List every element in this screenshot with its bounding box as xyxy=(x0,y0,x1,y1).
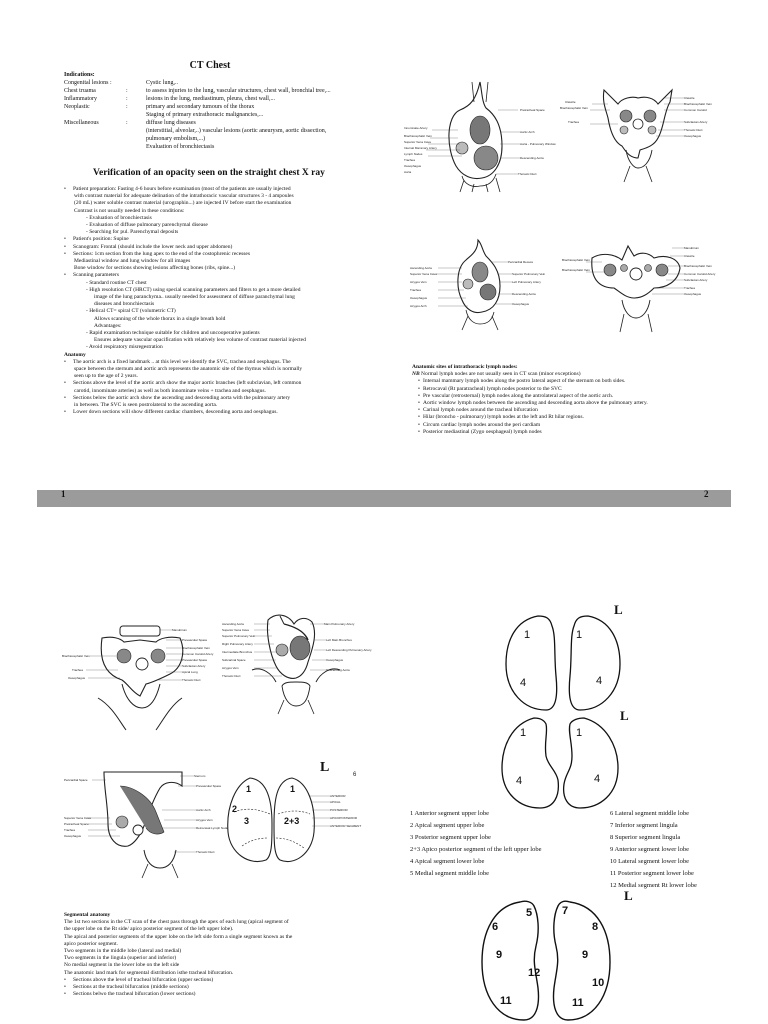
text-line: - Avoid respiratory misregestration xyxy=(86,344,163,351)
indication-row xyxy=(64,87,374,95)
indication-category: Miscellaneous xyxy=(64,120,99,126)
diagram-label: Superior Pulmonary Vein xyxy=(222,634,256,638)
diagram-label: Oesophagus xyxy=(684,134,702,138)
diagram-label: Brachiocephalic Vein xyxy=(560,106,588,110)
indication-line: Cystic lung,.. xyxy=(146,80,179,86)
indication-row xyxy=(64,95,374,103)
diagram-label: Common Carotid Artery xyxy=(182,652,214,656)
lymph-item: • Posterior mediastinal (Zygo oesphageal) lymph nodes xyxy=(418,429,732,436)
verification-heading: Verification of an opacity seen on the straight chest X ray xyxy=(93,168,325,178)
bullet-glyph: • xyxy=(64,243,66,250)
diagram-label: Brachiocephalic Vein xyxy=(62,654,90,658)
diagram-label: Superior Vena Cava xyxy=(404,140,431,144)
indication-category: Chest truama xyxy=(64,88,96,94)
bullet-line: Patient's position: Supine • xyxy=(64,236,129,243)
diagram-label: Azygos Vein xyxy=(196,818,213,822)
text-line: The anatomic land mark for segmental distribution isthe tracheal bifurcation. xyxy=(64,969,234,976)
bullet-glyph: • xyxy=(64,186,66,192)
bullet-line: Sections: 1cm section from the lung apex to the end of the costophrenic recesses • xyxy=(64,250,251,257)
text-line: - Evaluation of diffuse pulmonary parenchymal disease xyxy=(86,222,208,229)
diagram-label: Thoracic Duct xyxy=(684,128,703,132)
lymph-heading: Anatomic sites of intrathoracic lymph nodes: xyxy=(412,364,518,370)
text-line: space between the sternum and aortic arch represents the anatomic site of the thymus which is normally xyxy=(74,366,303,373)
segment-number: 4 xyxy=(596,675,603,687)
diagram-label: Descending Aorta xyxy=(326,668,350,672)
lung-segment-diagram-upper xyxy=(220,762,370,872)
segment-legend-item: 1 Anterior segment upper lobe xyxy=(410,810,490,817)
diagram-label: Oesophagus xyxy=(404,164,422,168)
indication-row xyxy=(64,119,374,151)
text-line: The 1st two sections in the CT scan of the chest pass through the apex of each lung (apical segment of xyxy=(64,919,289,926)
indication-text xyxy=(146,103,374,119)
diagram-label: Superior Vena Cava xyxy=(410,272,437,276)
lymph-item: • Retrocaval (Rt paratracheal) lymph nodes posterior to the SVC xyxy=(418,386,732,393)
diagram-label: ANTERIOR xyxy=(330,794,346,798)
diagram-label: Clavicle xyxy=(565,100,576,104)
text-line: apico posterior segment. xyxy=(64,940,118,947)
segment-legend-item: 2+3 Apico posterior segment of the left upper lobe xyxy=(410,846,542,853)
text-line: Advantages: xyxy=(94,322,122,329)
lymph-item: • Carinal lymph nodes around the tracheal bifurcation xyxy=(418,407,732,414)
indication-category: Inflammatory xyxy=(64,96,97,102)
diagram-label: Apical Lung xyxy=(182,670,198,674)
segment-number: 12 xyxy=(528,967,541,979)
diagram-label: Thoracic Duct xyxy=(222,674,241,678)
anatomy-diagram-carina-level xyxy=(222,610,372,718)
bullet-glyph: • xyxy=(64,991,66,998)
corner-mark: 6 xyxy=(353,772,357,778)
diagram-label: Clavicle xyxy=(684,254,695,258)
text-line: - Helical CT= spiral CT (volumetric CT) xyxy=(86,308,176,315)
diagram-label: Brachiocephalic Vein xyxy=(562,258,590,262)
diagram-label: Azygos Vein xyxy=(410,280,427,284)
indication-separator: : xyxy=(126,104,128,110)
segment-number: 4 xyxy=(516,775,523,787)
lung-segment-diagram-2 xyxy=(494,712,634,812)
lung-segment-diagram-3 xyxy=(474,896,624,1024)
diagram-label: Main Pulmonary Artery xyxy=(324,622,355,626)
segment-legend-item: 2 Apical segment upper lobe xyxy=(410,822,485,829)
diagram-label: Prevascular Space xyxy=(182,658,208,662)
diagram-label: Aorta - Pulmonary Window xyxy=(520,142,556,146)
text-line: (20 mL) water soluble contrast material (urographin...) are injected IV before start the examination xyxy=(74,200,292,207)
bullet-glyph: • xyxy=(64,250,66,257)
indication-row xyxy=(64,79,374,87)
segment-number: 2+3 xyxy=(284,816,300,826)
anatomy-diagram-manubrium-level xyxy=(62,622,228,730)
diagram-label: Ascending Aorta xyxy=(222,622,244,626)
nb-text: Normal lymph nodes are not usually seen in CT scan (minor exceptions) xyxy=(419,371,581,378)
segment-number: 10 xyxy=(592,977,605,989)
diagram-label: Brachiocephalic Vein xyxy=(562,268,590,272)
anatomy-diagram-below-arch xyxy=(408,238,568,334)
diagram-label: Trachea xyxy=(684,286,695,290)
indication-separator: : xyxy=(126,88,128,94)
indication-line: Evaluation of bronchiectasis xyxy=(146,144,215,150)
diagram-label: Thoracic Duct xyxy=(196,850,215,854)
diagram-label: Trachea xyxy=(410,288,421,292)
diagram-label: Manubrium xyxy=(172,628,188,632)
diagram-label: Sternum xyxy=(194,774,206,778)
text-line: image of the lung paranchyma.. usually needed for assessment of diffuse paranchymal lung xyxy=(94,294,295,301)
indication-text xyxy=(146,87,374,95)
indication-row xyxy=(64,103,374,119)
diagram-label: Trachea xyxy=(404,158,415,162)
indication-category: Congenital lesions : xyxy=(64,80,112,86)
lymph-item: • Circum cardiac lymph nodes around the peri cardiam xyxy=(418,422,732,429)
diagram-label: Intermediate Bronchus xyxy=(222,650,253,654)
orientation-mark-l: L xyxy=(614,602,623,617)
preparation-block xyxy=(64,186,384,417)
diagram-label: Prevascular Space xyxy=(182,638,208,642)
segment-legend-item: 11 Posterior segment lower lobe xyxy=(610,870,694,877)
indication-line: diffuse lung diseases xyxy=(146,120,196,126)
segmental-anatomy-block xyxy=(64,912,394,998)
diagram-label: Aortic Arch xyxy=(520,130,535,134)
text-line: Two segments in the lingula (superior and inferior) xyxy=(64,955,177,962)
text-line: - High resolution CT (HRCT) using special scanning parameters and filters to get a more detailed xyxy=(86,286,301,293)
bullet-line: Sections belwo the tracheal bifurcation (lower sections) • xyxy=(64,991,196,998)
text-line: Ensures adequate vascular opacification with relatively less volume of contrast material injected xyxy=(94,337,306,344)
indication-line: pulmonary embolism,...) xyxy=(146,136,206,142)
indication-separator: : xyxy=(126,120,128,126)
indication-separator xyxy=(126,79,146,87)
segment-number: 8 xyxy=(592,921,599,933)
diagram-label: Common Carotid xyxy=(684,108,707,112)
diagram-label: Trachea xyxy=(72,668,83,672)
segment-number: 6 xyxy=(492,921,499,933)
diagram-label: Manubrium xyxy=(684,246,700,250)
segment-legend-item: 9 Anterior segment lower lobe xyxy=(610,846,690,853)
diagram-label: Azygos Vein xyxy=(222,666,239,670)
indication-separator: : xyxy=(126,96,128,102)
diagram-label: Trachea xyxy=(64,828,75,832)
bullet-line: Scanogram: Frontal (should include the lower neck and upper abdomen) • xyxy=(64,243,233,250)
text-line: Mediastinal window and lung window for all images xyxy=(74,258,191,265)
diagram-label: Oesophagus xyxy=(68,676,86,680)
segment-number: 5 xyxy=(526,907,533,919)
segment-legend-item: 6 Lateral segment middle lobe xyxy=(610,810,690,817)
segment-legend-item: 3 Posterior segment upper lobe xyxy=(410,834,491,841)
segment-number: 1 xyxy=(290,784,296,794)
orientation-mark-l: L xyxy=(320,760,330,775)
diagram-label: Azygos Arch xyxy=(410,304,427,308)
bullet-glyph: • xyxy=(64,409,66,416)
diagram-label: POSTERIOR xyxy=(330,808,348,812)
diagram-label: Superior Vena Cava xyxy=(64,816,91,820)
diagram-label: Oesophagus xyxy=(684,292,702,296)
indication-category: Neoplastic xyxy=(64,104,90,110)
diagram-label: Internal Mammary Artery xyxy=(404,146,437,150)
diagram-label: Subclavian Artery xyxy=(684,278,708,282)
segment-number: 4 xyxy=(594,773,601,785)
diagram-label: Left Pulmonary Artery xyxy=(512,280,541,284)
indication-text xyxy=(146,95,374,103)
segment-legend-item: 7 Inferior segment lingula xyxy=(610,822,678,829)
segment-list-left xyxy=(410,808,600,880)
diagram-label: Superior Vena Cava xyxy=(222,628,249,632)
diagram-label: Innominate Artery xyxy=(404,126,428,130)
bullet-line: Patient preparation: Fasting 4-6 hours before examination (most of the patients are usually injected • xyxy=(64,186,291,192)
indications-list xyxy=(64,79,374,151)
segment-number: 9 xyxy=(496,949,503,961)
segmental-heading: Segmental anatomy xyxy=(64,912,111,918)
diagram-label: Superior Pulmonary Vein xyxy=(512,272,546,276)
diagram-label: Left Descending Pulmonary Artery xyxy=(326,648,372,652)
diagram-label: Brachiocephalic Vein xyxy=(684,102,712,106)
anatomy-diagram-upper-level xyxy=(560,84,710,184)
indication-text xyxy=(146,79,374,87)
bullet-glyph: • xyxy=(64,984,66,991)
diagram-label: Left Main Bronchus xyxy=(326,638,352,642)
diagram-label: Clavicle xyxy=(684,96,695,100)
diagram-label: Prevascular Space xyxy=(196,784,222,788)
text-line: Contrast is not usually needed in these conditions: xyxy=(74,207,185,214)
text-line: with contrast material for adequate delination of the intrathoracic vascular structures 3 - 4 ampoules xyxy=(74,193,294,200)
segment-legend-item: 10 Lateral segment lower lobe xyxy=(610,858,690,865)
text-line: - Standard routine CT chest xyxy=(86,279,147,286)
lymph-list xyxy=(412,378,732,436)
text-line: No medial segment in the lower lobe on the left side xyxy=(64,962,180,969)
bullet-glyph: • xyxy=(64,394,66,401)
indication-line: lesions in the lung, mediastinum, pleura, chest wall,... xyxy=(146,96,275,102)
orientation-mark-l: L xyxy=(620,708,629,723)
text-line: - Searching for pul. Parenchymal deposits xyxy=(86,229,179,236)
diagram-label: Trachea xyxy=(568,120,579,124)
text-line: diseases and bronchiectasis xyxy=(94,301,155,308)
page-number-right: 2 xyxy=(704,489,709,499)
segment-number: 3 xyxy=(244,816,250,826)
segment-legend-item: 12 Medial segment Rt lower lobe xyxy=(610,882,697,889)
segment-number: 11 xyxy=(500,995,512,1007)
lung-segment-diagram-1 xyxy=(496,606,636,716)
anatomy-diagram-aortic-arch xyxy=(64,766,229,878)
diagram-label: Oesophagus xyxy=(326,658,344,662)
diagram-label: Pretracheal Space xyxy=(520,108,545,112)
diagram-label: Aortic Arch xyxy=(196,808,211,812)
page-divider-bar xyxy=(37,490,731,507)
segment-number: 1 xyxy=(524,629,531,641)
diagram-label: Pretracheal Space xyxy=(64,822,89,826)
page-title: CT Chest xyxy=(189,60,231,71)
anatomy-diagram-arch-level xyxy=(402,80,556,192)
segment-number: 1 xyxy=(246,784,252,794)
diagram-label: Subclavian Artery xyxy=(182,664,206,668)
orientation-mark-l: L xyxy=(624,888,633,903)
segment-number: 4 xyxy=(520,677,527,689)
segment-number: 9 xyxy=(582,949,589,961)
diagram-label: Subcarinal Space xyxy=(222,658,246,662)
segment-number: 2 xyxy=(232,804,238,814)
diagram-label: APICAL xyxy=(330,800,341,804)
diagram-label: Descending Aorta xyxy=(520,156,544,160)
segment-legend-item: 8 Superior segment lingula xyxy=(610,834,681,841)
bullet-glyph: • xyxy=(64,380,66,387)
segment-legend-item: 4 Apical segment lower lobe xyxy=(410,858,485,865)
indication-text xyxy=(146,119,374,151)
bullet-line: Sections above the level of the aortic arch show the major aortic branches (left subclavian, left common • xyxy=(64,380,302,387)
indication-line: to assess injuries to the lung, vascular structures, chest wall, bronchial tree,... xyxy=(146,88,331,94)
bullet-line: Sections below the aortic arch show the ascending and descending aorta with the pulmonary artery • xyxy=(64,394,291,401)
indication-line: primary and secondary tumours of the thorax xyxy=(146,104,255,110)
lymph-item: • Internal mammary lymph nodes along the postro lateral aspect of the sternum on both sides. xyxy=(418,378,732,385)
diagram-label: Oesophagus xyxy=(410,296,428,300)
bullet-line: Sections at the tracheal bifurcation (middle sections) • xyxy=(64,984,189,991)
nb-label: NB xyxy=(412,371,420,378)
diagram-label: Lymph Nodes xyxy=(404,152,423,156)
diagram-label: Subclavian Artery xyxy=(684,120,708,124)
lymph-item: • Aortic window lymph nodes between the ascending and descending aorta above the pulmonary artery. xyxy=(418,400,732,407)
lymph-item: • Pre vascular (retrosternal) lymph nodes along the antrolateral aspect of the aortic arch. xyxy=(418,393,732,400)
lymph-nodes-block xyxy=(412,364,732,436)
segment-number: 11 xyxy=(572,997,584,1009)
indications-block xyxy=(64,71,374,151)
segment-number: 1 xyxy=(576,629,583,641)
diagram-label: Common Carotid Artery xyxy=(684,272,716,276)
bullet-line: Lower down sections will show different cardiac chambers, descending aorta and oesphagus. • xyxy=(64,409,278,416)
diagram-label: Aorta xyxy=(404,170,412,174)
text-line: the upper lobe on the Rt side/ apico posterior segment of the left upper lobe). xyxy=(64,926,234,933)
diagram-label: Oesophagus xyxy=(512,302,530,306)
text-line: Bone window for sections showing lesions affecting bones (ribs, spine...) xyxy=(74,265,236,272)
text-line: in between. The SVC is seen postrolateral to the ascending aorta. xyxy=(74,402,218,409)
segment-number: 7 xyxy=(562,905,569,917)
diagram-label: APICOPOSTERIOR xyxy=(330,816,358,820)
text-line: Allows scanning of the whole thorax in a single breath hold xyxy=(94,315,226,322)
text-line: carotid, innominate arteries) as well as both innominate veins + trachea and oesphagus. xyxy=(74,387,266,394)
bullet-line: Sections above the level of tracheal bifurcation (upper sections) • xyxy=(64,976,214,983)
anatomy-heading: Anatomy xyxy=(64,351,86,358)
diagram-label: Descending Aorta xyxy=(512,292,536,296)
segment-number: 1 xyxy=(576,727,583,739)
segment-list-right xyxy=(610,808,740,892)
indication-line: (interstitial, alveolar,..) vascular lesions (aortic aneurysm, aortic dissection, xyxy=(146,128,327,134)
bullet-glyph: • xyxy=(64,272,66,279)
indications-heading: Indications: xyxy=(64,72,95,78)
diagram-label: Right Pulmonary Artery xyxy=(222,642,253,646)
segment-legend-item: 5 Medial segment middle lobe xyxy=(410,870,490,877)
text-line: seen up to the age of 2 years. xyxy=(74,373,138,380)
bullet-glyph: • xyxy=(64,358,66,365)
page-number-left: 1 xyxy=(61,489,66,499)
text-line: The apical and posterior segments of the upper lobe on the left side form a single segment known as the xyxy=(64,933,293,940)
text-line: - Rapid examination technique suitable for children and uncooperative patients xyxy=(86,330,260,337)
diagram-label: Thoracic Duct xyxy=(182,678,201,682)
bullet-line: Scanning parameters • xyxy=(64,272,119,279)
diagram-label: Retrocaval Lymph Node xyxy=(196,826,229,830)
bullet-glyph: • xyxy=(64,236,66,243)
diagram-label: Ascending Aorta xyxy=(410,266,432,270)
lymph-item: • Hilar (broncho - pulmonary) lymph nodes at the left and Rt hilar regions. xyxy=(418,414,732,421)
diagram-label: Brachiocephalic Vein xyxy=(404,134,432,138)
indication-line: Staging of primary extrathoracic malignancies,... xyxy=(146,112,264,118)
diagram-label: Pericardial Space xyxy=(64,778,88,782)
text-line: Two segments in the middle lobe (lateral and medial) xyxy=(64,948,182,955)
text-line: - Evaluation of bronchiectasis xyxy=(86,214,152,221)
diagram-label: Brachiocephalic Vein xyxy=(182,646,210,650)
anatomy-diagram-thoracic-inlet xyxy=(562,238,716,334)
segment-number: 1 xyxy=(520,727,527,739)
diagram-label: Brachiocephalic Vein xyxy=(684,264,712,268)
bullet-line: The aortic arch is a fixed landmark .. at this level we identify the SVC, trachea and oesphagus. The • xyxy=(64,358,291,365)
diagram-label: Thoracic Duct xyxy=(518,172,537,176)
bullet-glyph: • xyxy=(64,976,66,983)
diagram-label: Oesophagus xyxy=(64,834,82,838)
diagram-label: Pericardial Recess xyxy=(508,260,534,264)
diagram-label: ANTERIOR SEGMENT xyxy=(330,824,362,828)
